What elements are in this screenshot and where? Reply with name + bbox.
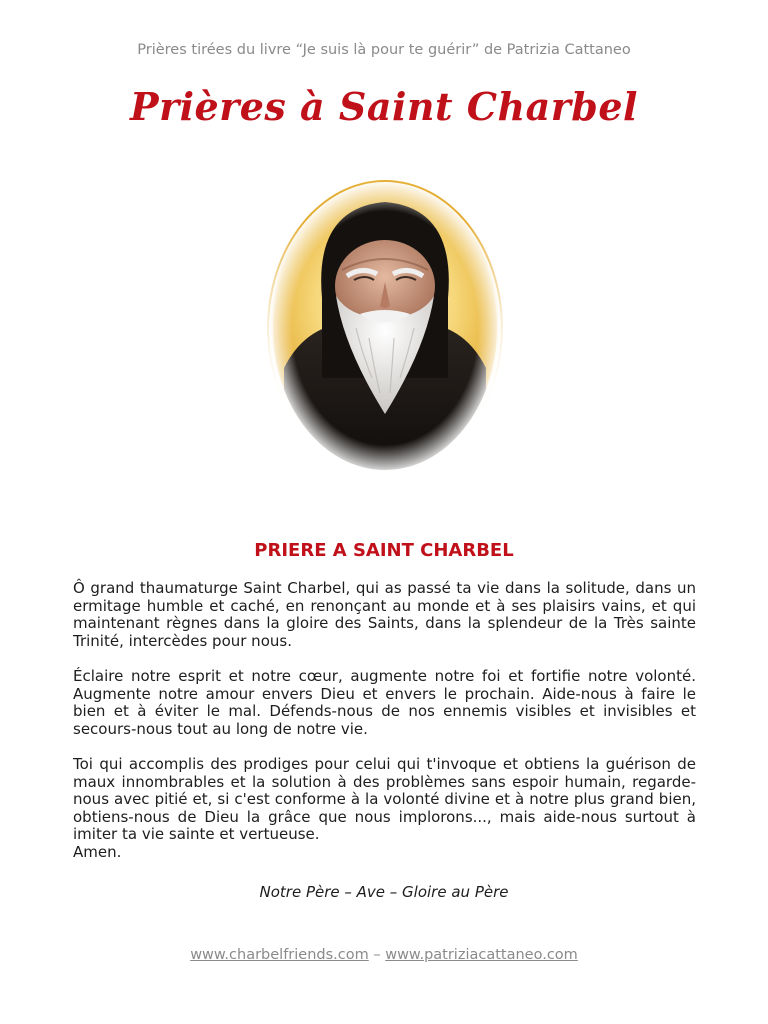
doxology-line: Notre Père – Ave – Gloire au Père bbox=[259, 883, 509, 901]
prayer-body bbox=[73, 580, 696, 862]
prayer-paragraph-2: Éclaire notre esprit et notre cœur, augmente notre foi et fortifie notre volonté. Augmente notre amour envers Dieu et envers le prochain. Aide-nous à faire le bien et à éviter le mal. Défends-nous de nos ennemis visibles et invisibles et secours-nous tout au long de notre vie. bbox=[73, 666, 696, 738]
prayer-heading: PRIERE A SAINT CHARBEL bbox=[254, 540, 514, 561]
patriziacattaneo-link[interactable]: www.patriziacattaneo.com bbox=[385, 947, 578, 963]
prayer-paragraph-1: Ô grand thaumaturge Saint Charbel, qui as passé ta vie dans la solitude, dans un ermitage humble et caché, en renonçant au monde et à ses plaisirs vains, et qui maintenant règnes dans la gloire des Saints, dans la splendeur de la Très sainte Trinité, intercèdes pour nous. bbox=[73, 579, 696, 650]
prayer-closing: Amen. bbox=[73, 842, 122, 861]
prayer-paragraph-3: Toi qui accomplis des prodiges pour celui qui t'invoque et obtiens la guérison de maux innombrables et la solution à des problèmes sans espoir humain, regarde-nous avec pitié et, si c'est conforme à la volonté divine et à notre plus grand bien, obtiens-nous de Dieu la grâce que nous implorons..., mais aide-nous surtout à imiter ta vie sainte et vertueuse. bbox=[73, 754, 696, 844]
page-title: Prières à Saint Charbel bbox=[130, 84, 638, 129]
source-line: Prières tirées du livre “Je suis là pour te guérir” de Patrizia Cattaneo bbox=[137, 42, 631, 58]
footer-separator: – bbox=[368, 947, 386, 963]
charbelfriends-link[interactable]: www.charbelfriends.com bbox=[190, 947, 369, 963]
footer-links bbox=[0, 947, 768, 963]
saint-portrait bbox=[244, 178, 526, 478]
